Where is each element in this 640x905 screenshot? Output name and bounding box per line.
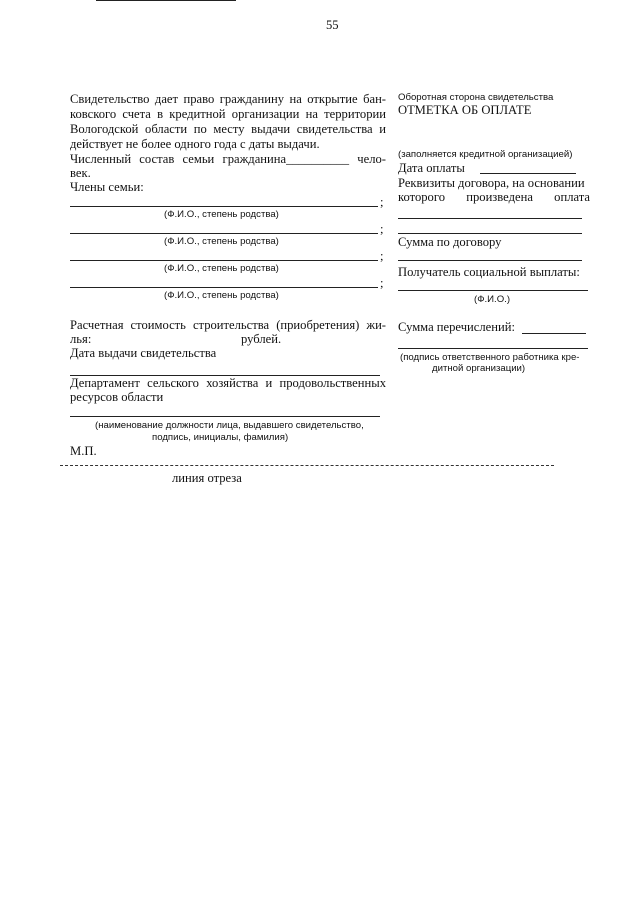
- cut-dashed-line: [60, 465, 554, 466]
- position-signature-line: [70, 416, 380, 417]
- semicolon: ;: [380, 195, 384, 209]
- member-line: [70, 260, 378, 261]
- member-caption: (Ф.И.О., степень родства): [164, 209, 279, 220]
- stamp-label: М.П.: [70, 444, 97, 458]
- paragraph-line: Свидетельство дает право гражданину на открытие бан-: [70, 92, 386, 106]
- transfer-sum-line: [522, 333, 586, 334]
- contract-details-line-end: которого произведена оплата: [398, 190, 590, 204]
- member-line: [70, 233, 378, 234]
- filled-by-caption: (заполняется кредитной организацией): [398, 149, 573, 160]
- issue-date-label: Дата выдачи свидетельства: [70, 346, 217, 360]
- member-line: [70, 287, 378, 288]
- payment-mark-heading: ОТМЕТКА ОБ ОПЛАТЕ: [398, 103, 532, 117]
- page-number: 55: [326, 18, 339, 32]
- cost-suffix: рублей.: [241, 332, 282, 346]
- semicolon: ;: [380, 276, 384, 290]
- family-size-line: Численный состав семьи гражданина__________ чело-: [70, 152, 386, 166]
- family-members-label: Члены семьи:: [70, 180, 144, 194]
- signature-caption: (подпись ответственного работника кре-: [400, 352, 580, 363]
- semicolon: ;: [380, 249, 384, 263]
- member-caption: (Ф.И.О., степень родства): [164, 236, 279, 247]
- member-line: [70, 206, 378, 207]
- signature-line: [398, 348, 588, 349]
- department-line-end: ресурсов области: [70, 390, 164, 404]
- contract-line: [398, 233, 582, 234]
- cut-line-label: линия отреза: [172, 471, 242, 485]
- recipient-line: [398, 290, 588, 291]
- member-caption: (Ф.И.О., степень родства): [164, 290, 279, 301]
- certificate-paragraph: [70, 92, 386, 152]
- fio-caption: (Ф.И.О.): [474, 294, 511, 305]
- contract-sum-line: [398, 260, 582, 261]
- cost-line: Расчетная стоимость строительства (приобретения) жи-: [70, 318, 386, 332]
- family-size-line-end: век.: [70, 166, 91, 180]
- contract-details-line: Реквизиты договора, на основании: [398, 176, 585, 190]
- cost-blank-line: [96, 0, 236, 1]
- position-caption-end: подпись, инициалы, фамилия): [152, 432, 289, 443]
- cost-prefix: лья:: [70, 332, 92, 346]
- position-caption: (наименование должности лица, выдавшего свидетельство,: [95, 420, 364, 431]
- payment-date-label: Дата оплаты: [398, 161, 465, 175]
- signature-caption-end: дитной организации): [432, 363, 526, 374]
- member-caption: (Ф.И.О., степень родства): [164, 263, 279, 274]
- payment-date-line: [480, 173, 576, 174]
- contract-line: [398, 218, 582, 219]
- transfer-sum-label: Сумма перечислений:: [398, 320, 515, 334]
- paragraph-line: действует не более одного года с даты выдачи.: [70, 137, 320, 151]
- recipient-label: Получатель социальной выплаты:: [398, 265, 580, 279]
- reverse-side-label: Оборотная сторона свидетельства: [398, 92, 554, 103]
- paragraph-line: Вологодской области по месту выдачи свидетельства и: [70, 122, 386, 136]
- semicolon: ;: [380, 222, 384, 236]
- paragraph-line: ковского счета в кредитной организации на территории: [70, 107, 386, 121]
- department-line: Департамент сельского хозяйства и продовольственных: [70, 376, 386, 390]
- contract-sum-label: Сумма по договору: [398, 235, 502, 249]
